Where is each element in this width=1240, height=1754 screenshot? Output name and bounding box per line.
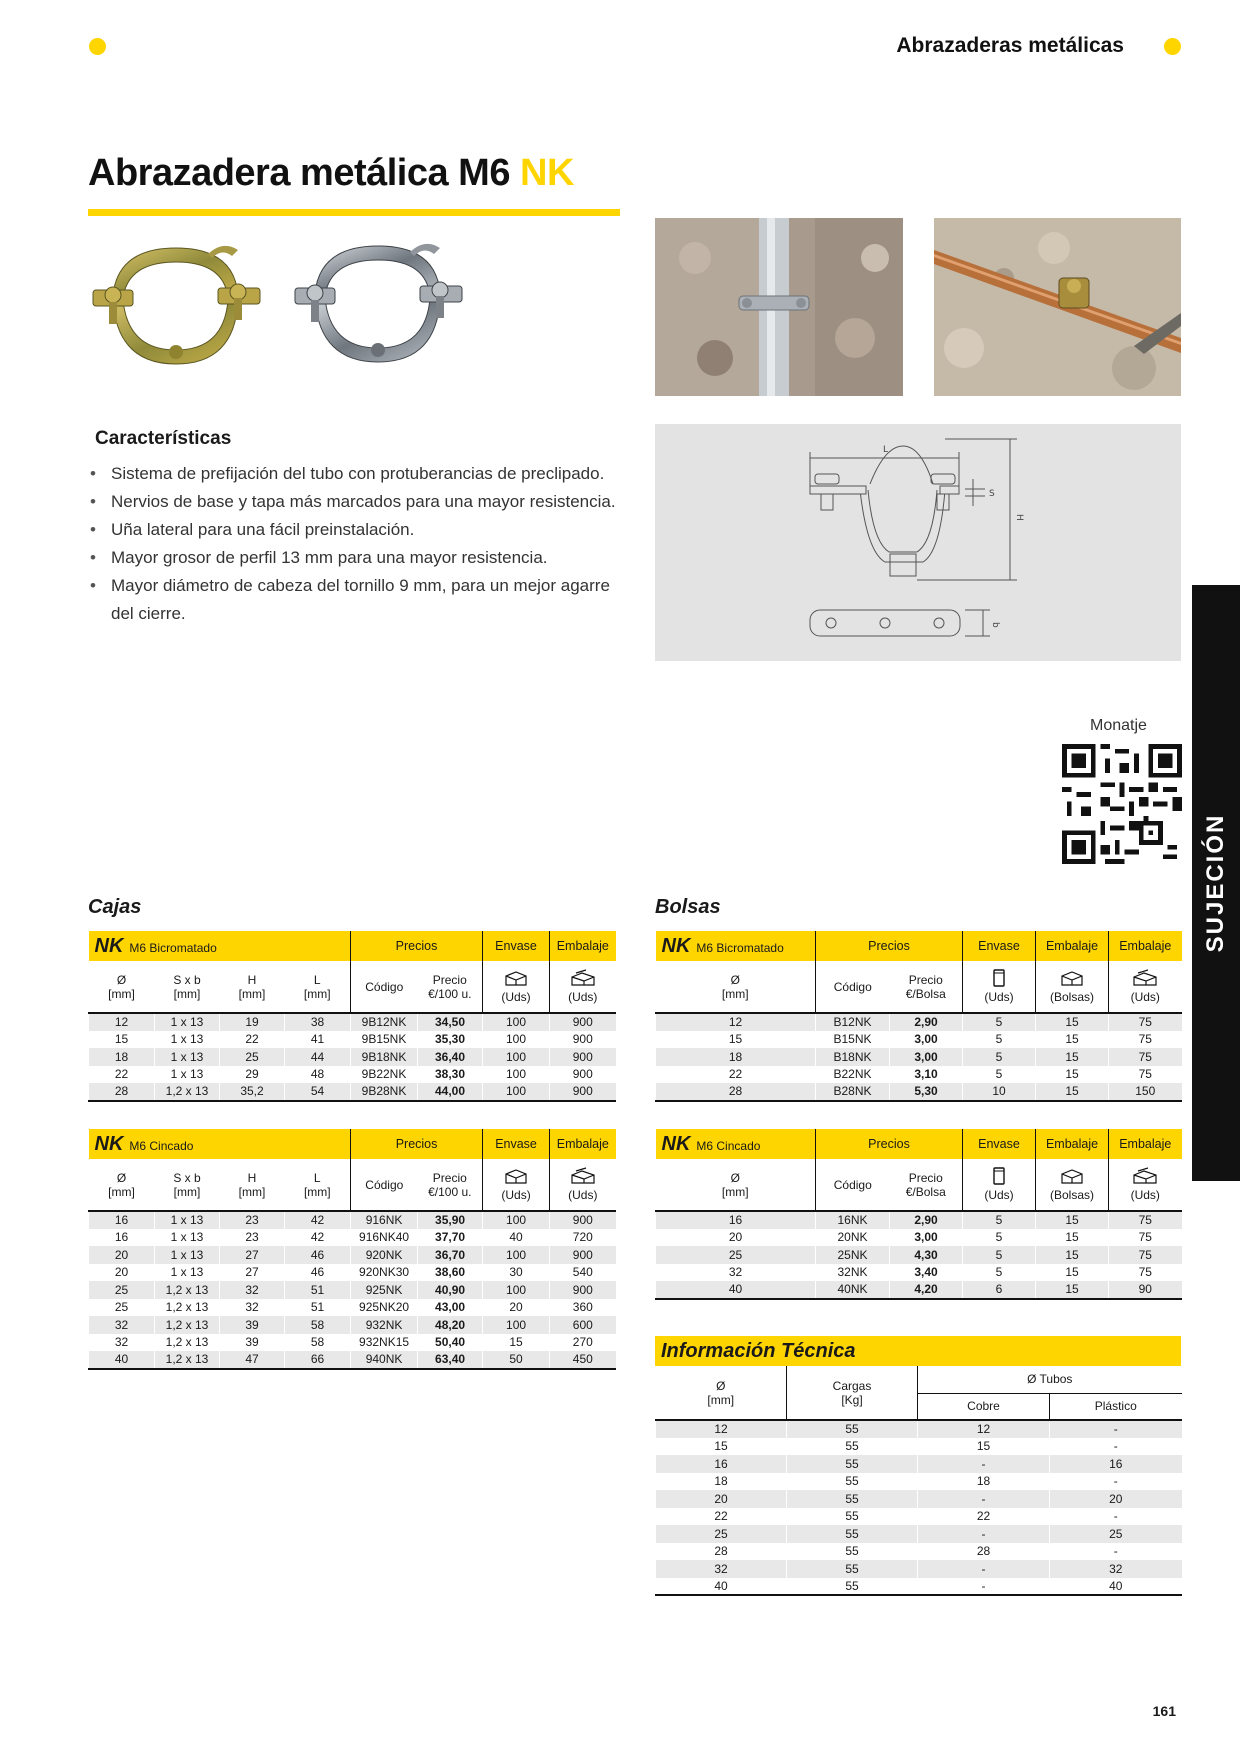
feature-item: • Sistema de prefijación del tubo con protuberancias de preclipado. [88,460,628,488]
box-icon [503,1167,529,1185]
table-series-label: NK M6 Cincado [89,1129,351,1159]
col-header-diameter: Ø [mm] [656,961,816,1013]
table-row: 40 1,2 x 13 47 66 940NK 63,40 50 450 [89,1351,616,1369]
clamp-image-zinc [290,238,470,363]
col-header-l: L [mm] [285,1159,351,1211]
col-group-envase: Envase [963,1129,1036,1159]
bag-icon [986,1167,1012,1185]
feature-item: • Nervios de base y tapa más marcados para una mayor resistencia. [88,488,628,516]
table-series-label: NK M6 Bicromatado [656,931,816,961]
col-group-precios: Precios [816,1129,963,1159]
col-group-embalaje: Embalaje [1109,1129,1182,1159]
table-row: 18 B18NK 3,00 5 15 75 [656,1048,1182,1066]
section-side-tab: SUJECIÓN [1192,585,1240,1181]
dim-label-s: S [989,489,995,499]
col-header-diameter: Ø [mm] [656,1366,787,1420]
col-header-codigo: Código [351,1159,418,1211]
table-row: 22 B22NK 3,10 5 15 75 [656,1066,1182,1084]
dim-label-b: b [990,622,1000,628]
col-group-precios: Precios [351,931,483,961]
col-header-diameter: Ø [mm] [89,1159,155,1211]
info-tecnica-bar [655,1336,1181,1366]
table-row: 32 32NK 3,40 5 15 75 [656,1264,1182,1282]
technical-drawing-svg [655,424,1181,661]
cajas-bicromatado-table [88,931,616,1102]
carton-icon [570,1167,596,1185]
col-header-sxb: S x b [mm] [155,1159,220,1211]
cajas-title: Cajas [88,896,142,918]
feature-item: • Mayor grosor de perfil 13 mm para una mayor resistencia. [88,544,628,572]
table-row: 22 55 22 - [656,1508,1182,1526]
table-row: 28 55 28 - [656,1543,1182,1561]
info-tecnica-title: Información Técnica [661,1340,856,1362]
carton-icon [1132,1167,1158,1185]
dim-label-h: H [1014,514,1024,521]
col-header-embalaje-bolsas: (Bolsas) [1036,1159,1109,1211]
col-group-embalaje: Embalaje [1036,931,1109,961]
table-row: 25 1,2 x 13 32 51 925NK20 43,00 20 360 [89,1299,616,1317]
col-header-envase: (Uds) [483,961,550,1013]
bolsas-bicromatado-table [655,931,1182,1102]
col-header-precio: Precio €/Bolsa [890,1159,963,1211]
table-row: 20 20NK 3,00 5 15 75 [656,1229,1182,1247]
table-series-label: NK M6 Bicromatado [89,931,351,961]
feature-item: • Uña lateral para una fácil preinstalación. [88,516,628,544]
col-header-precio: Precio €/100 u. [418,1159,483,1211]
features-list [88,460,628,628]
table-row: 12 B12NK 2,90 5 15 75 [656,1013,1182,1031]
col-header-embalaje: (Uds) [550,1159,616,1211]
col-group-envase: Envase [483,1129,550,1159]
col-group-envase: Envase [483,931,550,961]
table-row: 40 55 - 40 [656,1578,1182,1596]
table-row: 12 55 12 - [656,1420,1182,1438]
title-underline [88,209,620,216]
col-header-precio: Precio €/100 u. [418,961,483,1013]
col-header-cobre: Cobre [918,1393,1050,1420]
installation-photo-vertical-pipe [655,218,903,396]
col-header-codigo: Código [351,961,418,1013]
col-group-embalaje: Embalaje [550,931,616,961]
features-title: Características [95,428,232,449]
technical-drawing [655,424,1181,661]
box-icon [1059,969,1085,987]
table-row: 12 1 x 13 19 38 9B12NK 34,50 100 900 [89,1013,616,1031]
page-title: Abrazadera metálica M6 NK [88,152,574,194]
col-header-embalaje-uds: (Uds) [1109,961,1182,1013]
col-header-envase: (Uds) [963,961,1036,1013]
table-row: 18 1 x 13 25 44 9B18NK 36,40 100 900 [89,1048,616,1066]
info-tecnica-table [655,1366,1182,1596]
installation-photo-horizontal-pipe [934,218,1181,396]
col-header-diameter: Ø [mm] [656,1159,816,1211]
header-dot-right [1164,38,1181,55]
table-row: 20 1 x 13 27 46 920NK30 38,60 30 540 [89,1264,616,1282]
col-group-envase: Envase [963,931,1036,961]
col-header-h: H [mm] [220,1159,285,1211]
header-section-title: Abrazaderas metálicas [896,34,1124,57]
box-icon [1059,1167,1085,1185]
table-row: 25 25NK 4,30 5 15 75 [656,1246,1182,1264]
table-row: 20 1 x 13 27 46 920NK 36,70 100 900 [89,1246,616,1264]
table-row: 16 1 x 13 23 42 916NK40 37,70 40 720 [89,1229,616,1247]
table-row: 40 40NK 4,20 6 15 90 [656,1281,1182,1299]
table-row: 32 1,2 x 13 39 58 932NK15 50,40 15 270 [89,1334,616,1352]
table-row: 28 1,2 x 13 35,2 54 9B28NK 44,00 100 900 [89,1083,616,1101]
col-header-diameter: Ø [mm] [89,961,155,1013]
col-header-plastico: Plástico [1050,1393,1182,1420]
feature-item: • Mayor diámetro de cabeza del tornillo 9 mm, para un mejor agarre del cierre. [88,572,628,628]
carton-icon [1132,969,1158,987]
table-row: 15 B15NK 3,00 5 15 75 [656,1031,1182,1049]
carton-icon [570,969,596,987]
table-row: 15 55 15 - [656,1438,1182,1456]
col-header-cargas: Cargas [Kg] [787,1366,918,1420]
bag-icon [986,969,1012,987]
col-header-envase: (Uds) [483,1159,550,1211]
col-header-h: H [mm] [220,961,285,1013]
table-series-label: NK M6 Cincado [656,1129,816,1159]
table-row: 18 55 18 - [656,1473,1182,1491]
col-group-precios: Precios [351,1129,483,1159]
cajas-cincado-table [88,1129,616,1370]
col-header-codigo: Código [816,961,890,1013]
col-header-codigo: Código [816,1159,890,1211]
box-icon [503,969,529,987]
dim-label-l: L [883,445,889,455]
table-row: 32 55 - 32 [656,1560,1182,1578]
table-row: 32 1,2 x 13 39 58 932NK 48,20 100 600 [89,1316,616,1334]
col-group-embalaje: Embalaje [550,1129,616,1159]
col-header-envase: (Uds) [963,1159,1036,1211]
table-row: 16 55 - 16 [656,1455,1182,1473]
bolsas-cincado-table [655,1129,1182,1300]
table-row: 25 1,2 x 13 32 51 925NK 40,90 100 900 [89,1281,616,1299]
header-dot-left [89,38,106,55]
table-row: 25 55 - 25 [656,1525,1182,1543]
clamp-image-bichromate [88,240,268,365]
col-header-l: L [mm] [285,961,351,1013]
table-row: 15 1 x 13 22 41 9B15NK 35,30 100 900 [89,1031,616,1049]
qr-code[interactable] [1062,744,1182,864]
col-header-embalaje-uds: (Uds) [1109,1159,1182,1211]
table-row: 28 B28NK 5,30 10 15 150 [656,1083,1182,1101]
col-header-tubos: Ø Tubos [918,1366,1182,1393]
table-row: 22 1 x 13 29 48 9B22NK 38,30 100 900 [89,1066,616,1084]
table-row: 20 55 - 20 [656,1490,1182,1508]
col-header-embalaje: (Uds) [550,961,616,1013]
page-number: 161 [1152,1703,1176,1719]
table-row: 16 16NK 2,90 5 15 75 [656,1211,1182,1229]
col-group-embalaje: Embalaje [1036,1129,1109,1159]
col-header-precio: Precio €/Bolsa [890,961,963,1013]
table-row: 16 1 x 13 23 42 916NK 35,90 100 900 [89,1211,616,1229]
qr-label: Monatje [1090,717,1147,734]
bolsas-title: Bolsas [655,896,721,918]
col-group-precios: Precios [816,931,963,961]
col-group-embalaje: Embalaje [1109,931,1182,961]
col-header-embalaje-bolsas: (Bolsas) [1036,961,1109,1013]
col-header-sxb: S x b [mm] [155,961,220,1013]
